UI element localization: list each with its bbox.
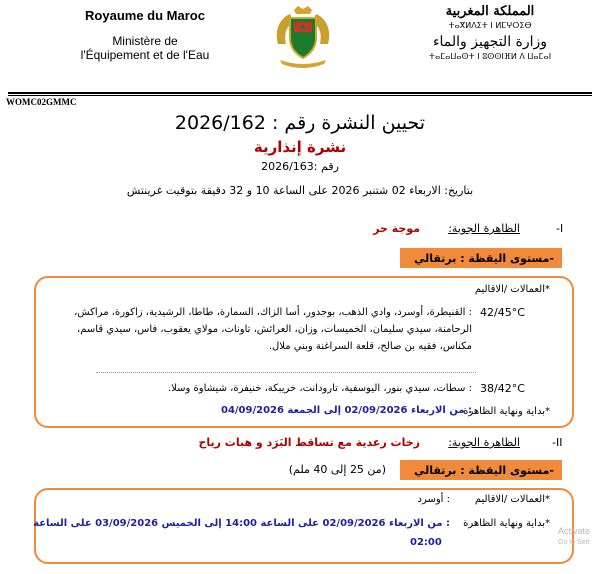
section-2-vigilance-bar: -مستوى اليقظة : برتقالي bbox=[400, 460, 562, 480]
ministry-title-ar: وزارة التجهيز والماء bbox=[432, 34, 548, 50]
section-2-label: الظاهرة الجوية: bbox=[448, 436, 520, 449]
section-1-period-value: : من الاربعاء 02/09/2026 إلى الجمعة 04/09/2026 bbox=[220, 405, 472, 416]
ministry-line-1-fr: Ministère de bbox=[112, 34, 178, 48]
bulletin-update-title: تحيين النشرة رقم : 2026/162 bbox=[174, 112, 426, 134]
watermark-line-1: Activate bbox=[558, 526, 591, 536]
header-arabic bbox=[400, 4, 580, 61]
activation-watermark bbox=[558, 526, 590, 548]
bulletin-date: بتاريخ: الاربعاء 02 شتنبر 2026 على الساعة 10 و 32 دقيقة بتوقيت غرينتش bbox=[126, 184, 474, 197]
section-2-period-end: 02:00 bbox=[410, 537, 442, 548]
section-2-period-label: *بداية ونهاية الظاهرة bbox=[463, 518, 550, 529]
section-1-regions-2: : سطات، سيدي بنور، اليوسفية، تارودانت، خريبكة، خنيفرة، شيشاوة وسلا. bbox=[167, 383, 472, 394]
section-1-temp-1: 42/45°C bbox=[480, 306, 525, 319]
watermark-line-2: Go to Sett bbox=[558, 539, 590, 546]
ministry-line-2-fr: l'Équipement et de l'Eau bbox=[80, 48, 210, 62]
section-2-phenomenon: زخات رعدية مع تساقط البَرَد و هبات رياح bbox=[198, 436, 420, 449]
section-2-period-value: : من الاربعاء 02/09/2026 على الساعة 14:00 إلى الخميس 03/09/2026 على الساعة bbox=[33, 518, 450, 529]
section-1-dotted-separator bbox=[96, 372, 476, 373]
section-1-vigilance-bar: -مستوى اليقظة : برتقالي bbox=[400, 248, 562, 268]
section-1-period-label: *بداية ونهاية الظاهرة bbox=[463, 406, 550, 417]
section-1-regions-label: *العمالات /الاقاليم bbox=[474, 284, 550, 295]
kingdom-title-tifinagh: ⵜⴰⴳⵍⴷⵉⵜ ⵏ ⵍⵎⵖⵔⵉⴱ bbox=[448, 21, 532, 30]
section-1-label: الظاهرة الجوية: bbox=[448, 222, 520, 235]
document-code: WOMC02GMMC bbox=[6, 97, 77, 107]
section-1-temp-2: 38/42°C bbox=[480, 382, 525, 395]
ministry-title-tifinagh: ⵜⴰⵎⴰⵡⴰⵙⵜ ⵏ ⵓⵙⵙⵏⴼⵍ ⴷ ⵡⴰⵎⴰⵏ bbox=[428, 52, 552, 61]
header-french bbox=[60, 8, 230, 62]
section-1-regions-1-line-2: الرحامنة، سيدي سليمان، الخميسات، وزان، العرائش، تاونات، مولاي يعقوب، فاس، سيدي قاسم، bbox=[77, 324, 472, 335]
kingdom-title-ar: المملكة المغربية bbox=[445, 4, 535, 19]
section-2-regions: : أوسرد bbox=[417, 494, 450, 505]
kingdom-title-fr: Royaume du Maroc bbox=[85, 8, 205, 23]
section-2-rainfall-amount: (من 25 إلى 40 ملم) bbox=[288, 463, 386, 476]
section-1-regions-1-line-3: مكناس، فقيه بن صالح، قلعة السراغنة وبني ملال. bbox=[268, 341, 472, 352]
section-1-regions-1-line-1: : القنيطرة، أوسرد، وادي الذهب، بوجدور، أسا الزاك، السمارة، طاطا، الرشيدية، زاكورة، مراكش، bbox=[74, 307, 472, 318]
alert-title: نشرة إنذارية bbox=[253, 138, 347, 156]
coat-of-arms-emblem bbox=[272, 4, 334, 70]
section-1-phenomenon: موجة حر bbox=[373, 222, 420, 235]
header-divider-thin bbox=[8, 95, 592, 96]
section-1-number: -I bbox=[556, 222, 564, 235]
header-divider bbox=[8, 92, 592, 94]
section-2-regions-label: *العمالات /الاقاليم bbox=[474, 494, 550, 505]
section-2-number: -II bbox=[552, 436, 563, 449]
bulletin-number: رقم :2026/163 bbox=[261, 160, 339, 173]
